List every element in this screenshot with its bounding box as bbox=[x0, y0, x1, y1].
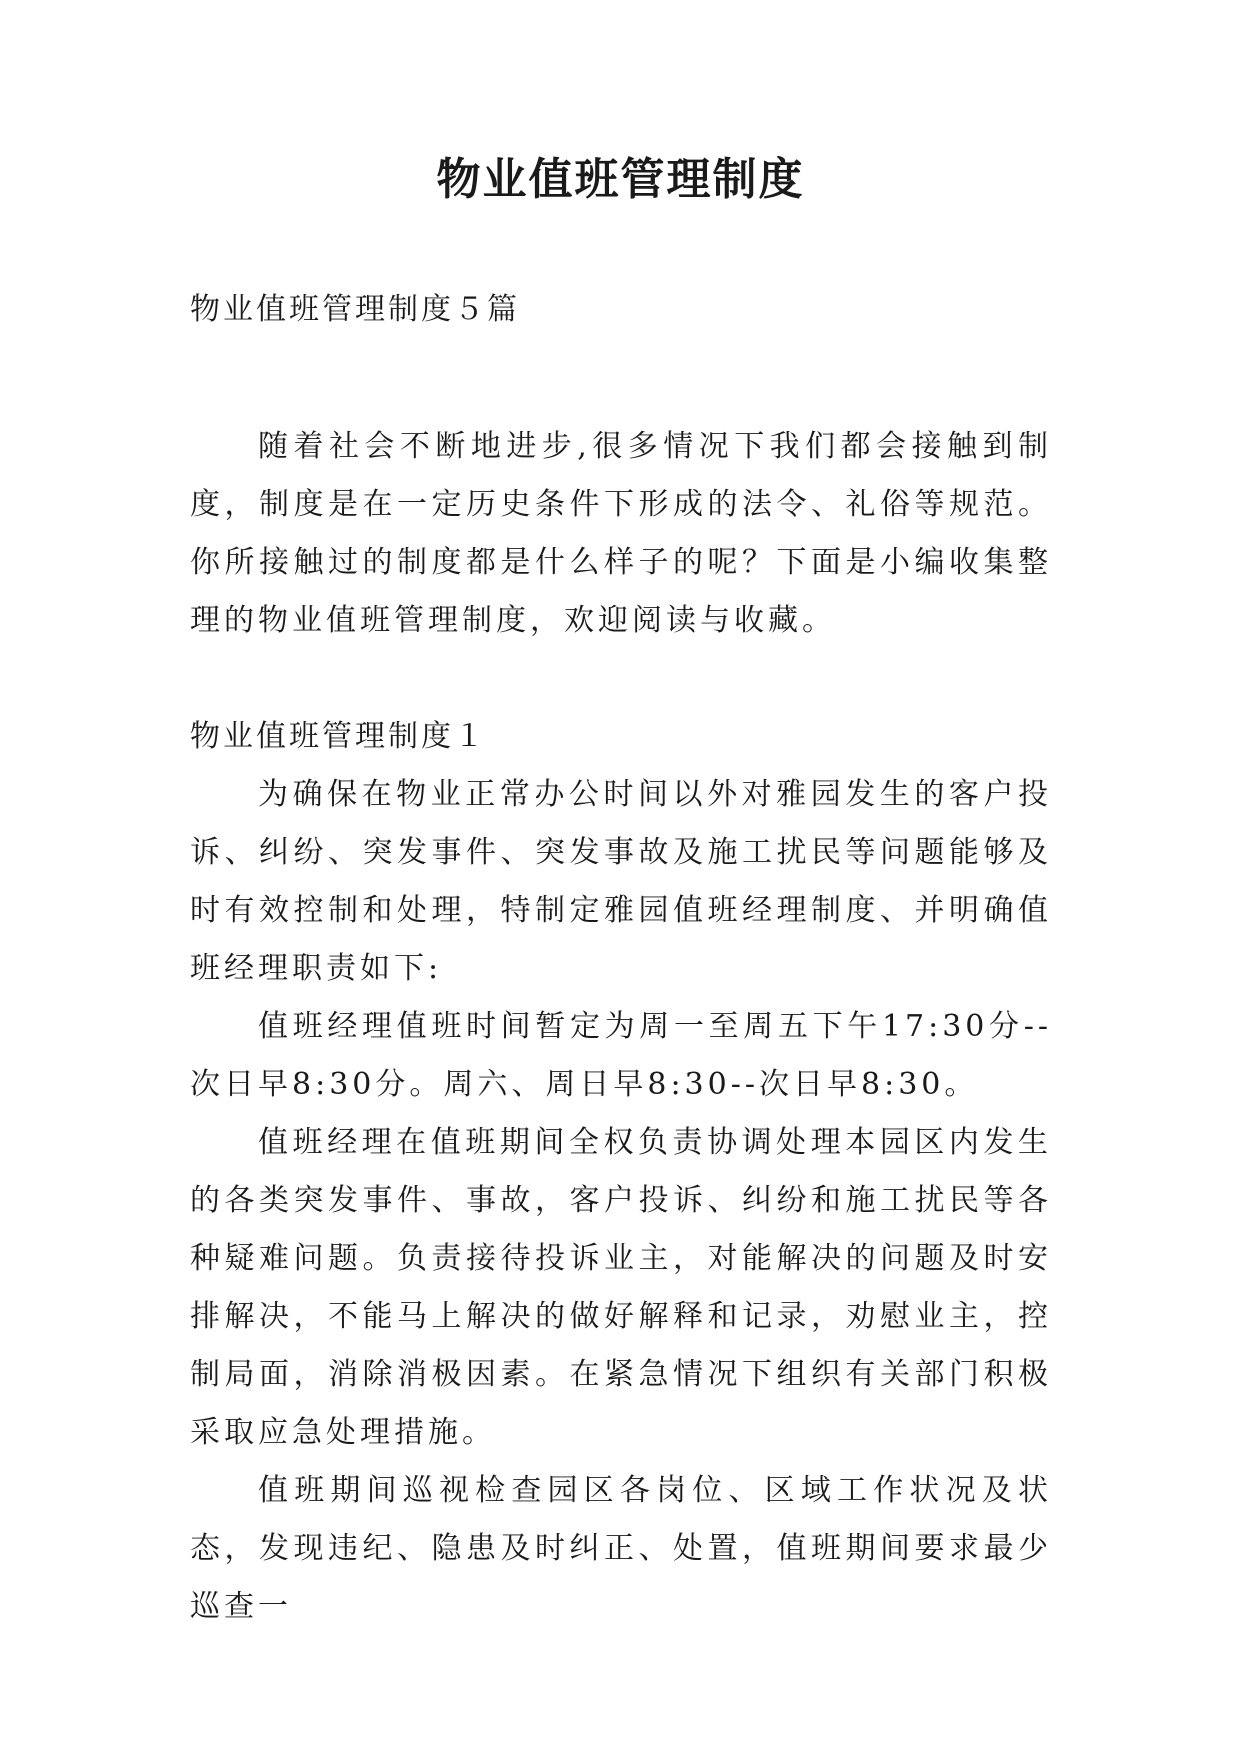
document-subtitle: 物业值班管理制度５篇 bbox=[190, 292, 520, 327]
intro-paragraph: 随着社会不断地进步,很多情况下我们都会接触到制度，制度是在一定历史条件下形成的法令、礼俗等规范。你所接触过的制度都是什么样子的呢？下面是小编收集整理的物业值班管理制度，欢迎阅读与收藏。 bbox=[190, 429, 1052, 638]
body-paragraph: 值班经理值班时间暂定为周一至周五下午17:30分--次日早8:30分。周六、周日早8:30--次日早8:30。 bbox=[190, 1009, 1052, 1102]
body-paragraph: 值班期间巡视检查园区各岗位、区域工作状况及状态，发现违纪、隐患及时纠正、处置，值班期间要求最少巡查一 bbox=[190, 1473, 1052, 1624]
body-paragraph: 值班经理在值班期间全权负责协调处理本园区内发生的各类突发事件、事故，客户投诉、纠纷和施工扰民等各种疑难问题。负责接待投诉业主，对能解决的问题及时安排解决，不能马上解决的做好解释和记录，劝慰业主，控制局面，消除消极因素。在紧急情况下组织有关部门积极采取应急处理措施。 bbox=[190, 1125, 1052, 1450]
body-paragraph: 为确保在物业正常办公时间以外对雅园发生的客户投诉、纠纷、突发事件、突发事故及施工扰民等问题能够及时有效控制和处理，特制定雅园值班经理制度、并明确值班经理职责如下: bbox=[190, 777, 1052, 986]
document-title: 物业值班管理制度 bbox=[436, 154, 805, 205]
section-heading: 物业值班管理制度１ bbox=[190, 719, 487, 754]
document-body bbox=[190, 290, 1052, 1636]
